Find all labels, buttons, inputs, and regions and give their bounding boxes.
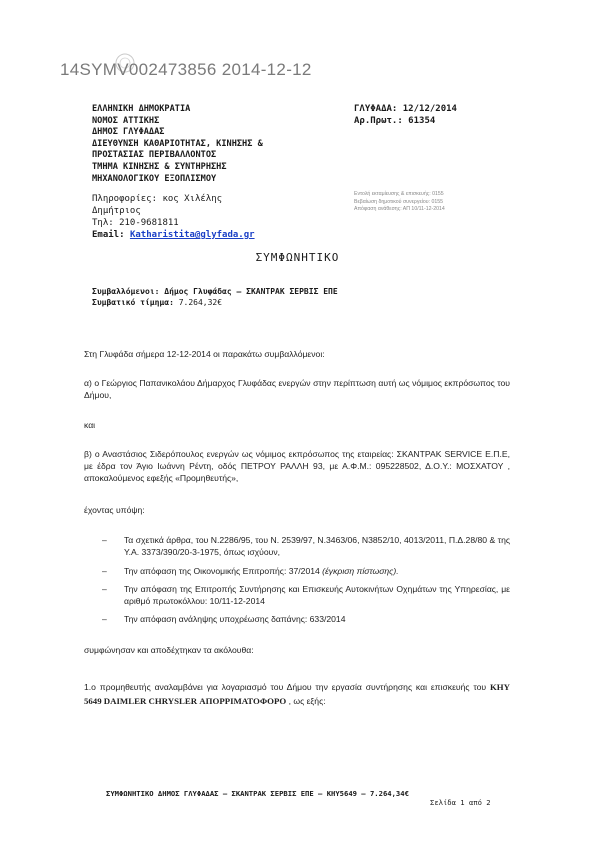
dash-bullet: – xyxy=(102,566,107,576)
header-line: ΔΙΕΥΘΥΝΣΗ ΚΑΘΑΡΙΟΤΗΤΑΣ, ΚΙΝΗΣΗΣ & xyxy=(92,138,263,149)
header-line: ΤΜΗΜΑ ΚΙΝΗΣΗΣ & ΣΥΝΤΗΡΗΣΗΣ xyxy=(92,161,227,172)
contact-block xyxy=(92,193,255,241)
city-date: ΓΛΥΦΑΔΑ: 12/12/2014 xyxy=(354,104,457,114)
dash-bullet: – xyxy=(102,535,107,545)
list-item: – Την απόφαση της Επιτροπής Συντήρησης και Επισκευής Αυτοκινήτων Οχημάτων της Υπηρεσίας, με αριθμό πρωτοκόλλου: 10/11-12-2014 xyxy=(102,584,510,606)
agreed-text: συμφώνησαν και αποδέχτηκαν τα ακόλουθα: xyxy=(84,645,254,655)
considerations-list xyxy=(102,534,510,625)
considering-text: έχοντας υπόψη: xyxy=(84,505,145,515)
contact-info-line: Πληροφορίες: κος Χιλέλης xyxy=(92,194,223,204)
contact-info-line: Δημήτριος xyxy=(92,206,141,216)
page-number: Σελίδα 1 από 2 xyxy=(430,798,491,807)
side-note: Βεβαίωση δημοτικού συνεργείου: 0155 xyxy=(354,198,444,205)
contract-meta xyxy=(92,286,338,308)
header-line: ΠΡΟΣΤΑΣΙΑΣ ΠΕΡΙΒΑΛΛΟΝΤΟΣ xyxy=(92,150,217,161)
side-notes xyxy=(354,191,445,214)
header-line: ΝΟΜΟΣ ΑΤΤΙΚΗΣ xyxy=(92,115,160,126)
dash-bullet: – xyxy=(102,584,107,594)
footer-contract-line: ΣΥΜΦΩΝΗΤΙΚΟ ΔΗΜΟΣ ΓΛΥΦΑΔΑΣ – ΣΚΑΝΤΡΑΚ ΣΕΡΒΙΣ ΕΠΕ – ΚΗΥ5649 – 7.264,34€ xyxy=(106,789,409,798)
clause-1: 1.ο προμηθευτής αναλαμβάνει για λογαριασμό του Δήμου την εργασία συντήρησης και επισκευής του ΚΗΥ 5649 DAIMLER CHRYSLER ΑΠΟΡΡΙΜΑΤΟΦΟΡΟ , ως εξής: xyxy=(84,682,510,706)
header-line: ΔΗΜΟΣ ΓΛΥΦΑΔΑΣ xyxy=(92,127,165,138)
date-protocol-block xyxy=(354,104,457,127)
email-link[interactable]: Katharistita@glyfada.gr xyxy=(129,230,255,240)
side-note: Απόφαση ανάθεσης: ΑΠ 10/11-12-2014 xyxy=(354,206,445,212)
party-a-paragraph: α) ο Γεώργιος Παπανικολάου Δήμαρχος Γλυφάδας ενεργών στην περίπτωση αυτή ως νόμιμος εκπρόσωπος του Δήμου, xyxy=(84,378,510,400)
vehicle-id: ΚΗΥ 5649 DAIMLER CHRYSLER ΑΠΟΡΡΙΜΑΤΟΦΟΡΟ xyxy=(84,682,510,706)
list-item: – Την απόφαση ανάληψης υποχρέωσης δαπάνης: 633/2014 xyxy=(102,614,346,624)
dash-bullet: – xyxy=(102,614,107,624)
document-title: ΣΥΜΦΩΝΗΤΙΚΟ xyxy=(255,251,340,264)
list-item: – Την απόφαση της Οικονομικής Επιτροπής: 37/2014 (έγκριση πίστωσης). xyxy=(102,566,399,576)
protocol-number: Αρ.Πρωτ.: 61354 xyxy=(354,115,436,126)
authority-header xyxy=(92,104,263,185)
header-line: ΕΛΛΗΝΙΚΗ ΔΗΜΟΚΡΑΤΙΑ xyxy=(92,104,191,114)
list-item: – Τα σχετικά άρθρα, του Ν.2286/95, του Ν. 2539/97, Ν.3463/06, Ν3852/10, 4013/2011, Π.Δ.28/80 & της Υ.Α. 3373/390/20-3-1975, όπως ισχύουν, xyxy=(102,535,510,557)
parties-label: Συμβαλλόμενοι: xyxy=(92,287,160,296)
price-label: Συμβατικό τίμημα: xyxy=(92,298,174,307)
header-line: ΜΗΧΑΝΟΛΟΓΙΚΟΥ ΕΞΟΠΛΙΣΜΟΥ xyxy=(92,173,217,184)
intro-paragraph: Στη Γλυφάδα σήμερα 12-12-2014 οι παρακάτω συμβαλλόμενοι: xyxy=(84,349,325,359)
and-text: και xyxy=(84,420,96,430)
contact-phone: Τηλ: 210-9681811 xyxy=(92,218,179,228)
price-value: 7.264,32€ xyxy=(173,298,223,307)
parties-value: Δήμος Γλυφάδας – ΣΚΑΝΤΡΑΚ ΣΕΡΒΙΣ ΕΠΕ xyxy=(159,287,338,296)
side-note: Εντολή εκταμίευσης & επισκευής: 0155 xyxy=(354,191,444,197)
email-label: Email: xyxy=(92,230,130,240)
party-b-paragraph: β) ο Αναστάσιος Σιδερόπουλος ενεργών ως νόμιμος εκπρόσωπος της εταιρείας: ΣΚΑΝΤΡΑΚ SERVICE Ε.Π.Ε, με έδρα τον Άγιο Ιωάννη Ρέντη, οδός ΠΕΤΡΟΥ ΡΑΛΛΗ 93, με Α.Φ.Μ.: 095228502, Δ.Ο.Υ.: ΜΟΣΧΑΤΟΥ , αποκαλούμενος εφεξής «Προμηθευτής», xyxy=(84,449,510,483)
document-id-stamp: 14SYMV002473856 2014-12-12 xyxy=(60,60,312,79)
